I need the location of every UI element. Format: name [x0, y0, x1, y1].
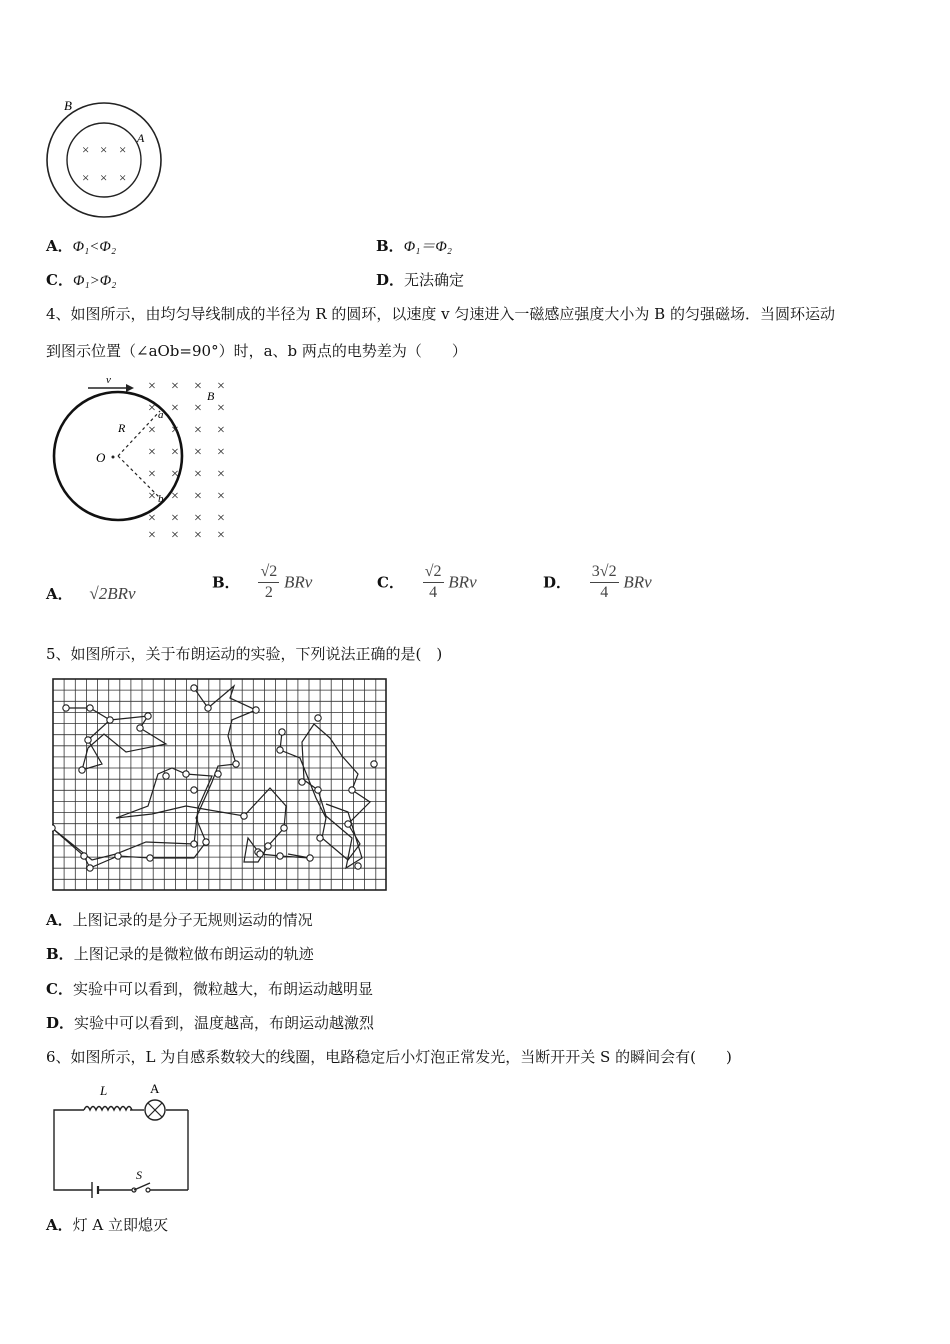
- svg-text:×: ×: [119, 170, 127, 185]
- magnetic-field-crosses: [82, 142, 126, 185]
- q3-option-b[interactable]: [376, 236, 452, 257]
- position-marker: [371, 761, 377, 767]
- q3-option-d[interactable]: [376, 270, 464, 290]
- option-text: 上图记录的是分子无规则运动的情况: [72, 911, 313, 929]
- svg-text:×: ×: [171, 467, 179, 482]
- position-marker: [355, 863, 361, 869]
- option-tail: BRv: [623, 572, 652, 592]
- q4-option-d[interactable]: [543, 562, 652, 603]
- q4-stem-line2: 到图示位置（∠aOb=90°）时，a、b 两点的电势差为（ ）: [46, 342, 467, 360]
- numerator: 3√2: [590, 562, 619, 583]
- position-marker: [191, 685, 197, 691]
- svg-text:×: ×: [148, 511, 156, 526]
- svg-text:×: ×: [194, 401, 202, 416]
- option-tail: BRv: [448, 572, 477, 592]
- option-text: Φ₁＝Φ₂: [403, 239, 452, 255]
- q3-option-c[interactable]: [46, 270, 116, 291]
- svg-text:×: ×: [194, 379, 202, 394]
- position-marker: [79, 767, 85, 773]
- svg-text:×: ×: [194, 489, 202, 504]
- option-label: D．: [376, 271, 405, 289]
- label-v: v: [106, 374, 111, 386]
- svg-text:×: ×: [217, 511, 225, 526]
- position-marker: [279, 729, 285, 735]
- svg-text:×: ×: [171, 423, 179, 438]
- svg-text:×: ×: [119, 142, 127, 157]
- grid-lines: [53, 679, 386, 890]
- svg-text:×: ×: [217, 489, 225, 504]
- position-marker: [315, 787, 321, 793]
- label-S: S: [136, 1168, 142, 1182]
- option-label: C．: [46, 271, 73, 289]
- position-marker: [87, 865, 93, 871]
- option-text: 上图记录的是微粒做布朗运动的轨迹: [73, 945, 314, 963]
- q5-option-b[interactable]: [46, 944, 314, 964]
- position-marker: [147, 855, 153, 861]
- position-marker: [85, 737, 91, 743]
- q4-option-b[interactable]: [212, 562, 312, 603]
- fraction: [423, 562, 444, 603]
- q6-circuit-figure: [48, 1080, 198, 1198]
- label-L: L: [100, 1083, 108, 1098]
- inner-circle-A: [67, 123, 141, 197]
- label-A: A: [137, 131, 145, 145]
- position-marker: [253, 707, 259, 713]
- magnetic-field-crosses: [148, 379, 225, 543]
- position-marker: [277, 747, 283, 753]
- option-label: C．: [46, 980, 73, 998]
- outer-circle-B: [47, 103, 161, 217]
- position-marker: [277, 853, 283, 859]
- svg-text:×: ×: [217, 401, 225, 416]
- svg-text:×: ×: [100, 142, 108, 157]
- inductor-coil: [84, 1107, 132, 1111]
- q4-option-c[interactable]: [377, 562, 477, 603]
- position-marker: [107, 717, 113, 723]
- label-A: A: [150, 1081, 160, 1096]
- position-marker: [215, 771, 221, 777]
- option-formula: √2BRv: [89, 584, 136, 603]
- label-a: a: [158, 409, 164, 421]
- svg-text:×: ×: [82, 142, 90, 157]
- option-label: B．: [46, 945, 74, 963]
- option-label: D．: [543, 573, 572, 592]
- q6-option-a[interactable]: [46, 1215, 168, 1235]
- option-label: A．: [46, 585, 73, 603]
- option-text: 实验中可以看到，温度越高，布朗运动越激烈: [74, 1014, 375, 1032]
- position-marker: [345, 821, 351, 827]
- q5-option-c[interactable]: [46, 979, 373, 999]
- svg-text:×: ×: [100, 170, 108, 185]
- option-text: 灯 A 立即熄灭: [72, 1216, 169, 1234]
- position-marker: [349, 787, 355, 793]
- numerator: √2: [423, 562, 444, 583]
- q4-ring-entering-field-figure: [44, 372, 244, 544]
- option-label: C．: [377, 573, 404, 592]
- option-tail: BRv: [284, 572, 313, 592]
- svg-text:×: ×: [148, 467, 156, 482]
- denominator: 2: [264, 584, 273, 601]
- position-marker: [265, 843, 271, 849]
- center-dot: [112, 456, 115, 459]
- svg-text:×: ×: [194, 423, 202, 438]
- svg-text:×: ×: [217, 379, 225, 394]
- q4-stem-line1: 4、如图所示，由均匀导线制成的半径为 R 的圆环，以速度 v 匀速进入一磁感应强度大小为 B 的匀强磁场．当圆环运动: [46, 305, 835, 323]
- position-marker: [63, 705, 69, 711]
- q5-option-d[interactable]: [46, 1013, 374, 1033]
- particle-trajectory: [52, 686, 310, 868]
- q3-concentric-circles-figure: [40, 96, 170, 226]
- svg-text:×: ×: [148, 423, 156, 438]
- svg-text:×: ×: [171, 379, 179, 394]
- svg-text:×: ×: [194, 511, 202, 526]
- svg-text:×: ×: [194, 528, 202, 543]
- position-marker: [183, 771, 189, 777]
- label-R: R: [118, 421, 126, 435]
- svg-text:×: ×: [217, 423, 225, 438]
- q5-stem: 5、如图所示，关于布朗运动的实验，下列说法正确的是( ): [46, 645, 443, 663]
- switch-contact: [146, 1188, 150, 1192]
- circuit-wire: [54, 1110, 92, 1190]
- position-marker: [87, 705, 93, 711]
- q5-option-a[interactable]: [46, 910, 313, 930]
- svg-text:×: ×: [217, 528, 225, 543]
- velocity-arrowhead: [126, 384, 134, 392]
- position-marker: [191, 841, 197, 847]
- numerator: √2: [258, 562, 279, 583]
- denominator: 4: [600, 584, 609, 601]
- svg-text:×: ×: [148, 379, 156, 394]
- q3-option-a[interactable]: [46, 236, 116, 257]
- option-label: A．: [46, 1216, 73, 1234]
- svg-text:×: ×: [148, 528, 156, 543]
- position-marker: [137, 725, 143, 731]
- position-marker: [115, 853, 121, 859]
- q5-brownian-motion-grid-figure: [52, 678, 388, 892]
- option-label: A．: [46, 237, 73, 255]
- position-marker: [81, 853, 87, 859]
- position-marker: [163, 773, 169, 779]
- option-label: A．: [46, 911, 73, 929]
- svg-text:×: ×: [148, 401, 156, 416]
- option-text: 实验中可以看到，微粒越大，布朗运动越明显: [72, 980, 373, 998]
- svg-text:×: ×: [217, 445, 225, 460]
- svg-text:×: ×: [217, 467, 225, 482]
- svg-text:×: ×: [171, 401, 179, 416]
- position-marker: [307, 855, 313, 861]
- position-marker: [145, 713, 151, 719]
- q4-option-a[interactable]: [46, 584, 136, 604]
- svg-text:×: ×: [82, 170, 90, 185]
- position-marker: [233, 761, 239, 767]
- label-B: B: [207, 389, 215, 403]
- position-marker: [191, 787, 197, 793]
- denominator: 4: [429, 584, 438, 601]
- label-B: B: [64, 98, 72, 113]
- svg-text:×: ×: [194, 445, 202, 460]
- svg-text:×: ×: [194, 467, 202, 482]
- fraction: [590, 562, 619, 603]
- fraction: [258, 562, 279, 603]
- position-marker: [257, 851, 263, 857]
- svg-text:×: ×: [171, 528, 179, 543]
- position-marker: [315, 715, 321, 721]
- option-label: B．: [212, 573, 240, 592]
- svg-text:×: ×: [148, 445, 156, 460]
- svg-text:×: ×: [171, 511, 179, 526]
- position-marker: [241, 813, 247, 819]
- position-marker: [203, 839, 209, 845]
- option-text: Φ₁>Φ₂: [72, 273, 117, 289]
- option-text: Φ₁<Φ₂: [72, 239, 117, 255]
- svg-text:×: ×: [171, 445, 179, 460]
- position-marker: [281, 825, 287, 831]
- position-marker: [299, 779, 305, 785]
- option-label: D．: [46, 1014, 75, 1032]
- q6-stem: 6、如图所示，L 为自感系数较大的线圈，电路稳定后小灯泡正常发光，当断开开关 S 的瞬间会有( ): [46, 1048, 732, 1066]
- svg-text:×: ×: [171, 489, 179, 504]
- option-label: B．: [376, 237, 404, 255]
- position-marker: [205, 705, 211, 711]
- svg-text:×: ×: [148, 489, 156, 504]
- label-b: b: [158, 493, 164, 505]
- option-text: 无法确定: [404, 271, 465, 289]
- position-marker: [317, 835, 323, 841]
- position-marker: [52, 825, 55, 831]
- label-O: O: [96, 450, 106, 465]
